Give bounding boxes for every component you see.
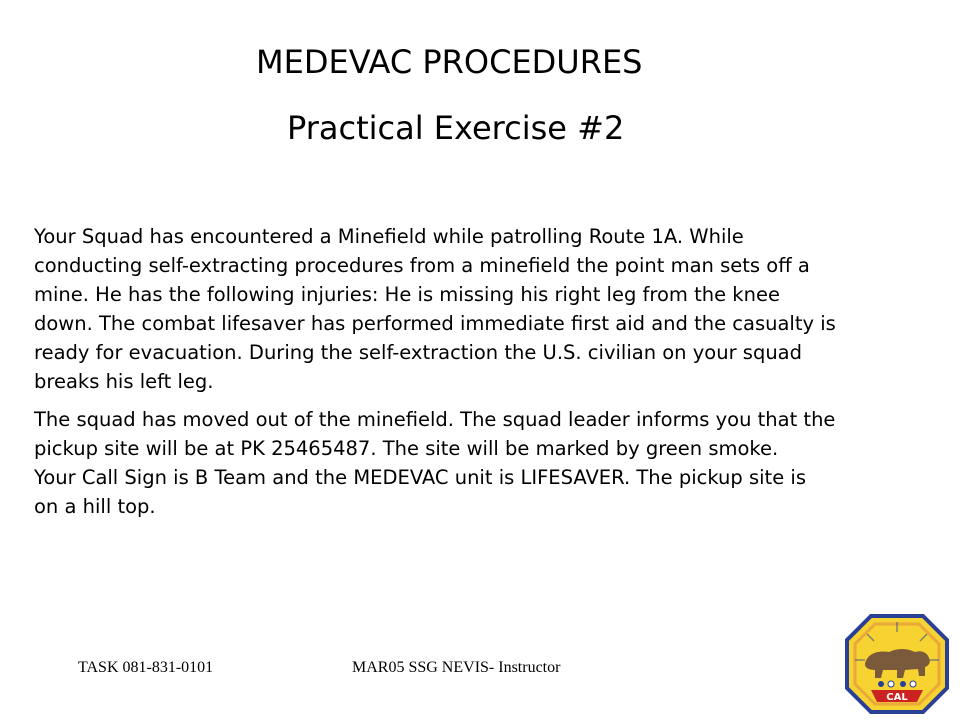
paragraph-line: ready for evacuation. During the self-extraction the U.S. civilian on your squad	[34, 341, 803, 364]
paragraph-line: pickup site will be at PK 25465487. The site will be marked by green smoke.	[34, 437, 779, 460]
footer-author: MAR05 SSG NEVIS- Instructor	[352, 659, 561, 676]
california-bear-shield-icon	[845, 614, 949, 714]
paragraph-line: on a hill top.	[34, 495, 156, 518]
slide-title: MEDEVAC PROCEDURES	[256, 43, 643, 81]
footer-task: TASK 081-831-0101	[78, 659, 214, 676]
paragraph-line: Your Squad has encountered a Minefield while patrolling Route 1A. While	[34, 225, 744, 248]
scenario-paragraph-2	[34, 405, 934, 521]
paragraph-line: breaks his left leg.	[34, 370, 214, 393]
paragraph-line: Your Call Sign is B Team and the MEDEVAC unit is LIFESAVER. The pickup site is	[34, 466, 806, 489]
paragraph-line: The squad has moved out of the minefield. The squad leader informs you that the	[34, 408, 836, 431]
scenario-paragraph-1	[34, 222, 934, 396]
paragraph-line: mine. He has the following injuries: He is missing his right leg from the knee	[34, 283, 780, 306]
slide-subtitle: Practical Exercise #2	[287, 109, 625, 147]
paragraph-line: conducting self-extracting procedures from a minefield the point man sets off a	[34, 254, 810, 277]
logo-graphic	[845, 614, 949, 714]
scenario-text	[34, 222, 934, 530]
logo-text: CAL	[886, 692, 908, 703]
paragraph-line: down. The combat lifesaver has performed immediate first aid and the casualty is	[34, 312, 836, 335]
